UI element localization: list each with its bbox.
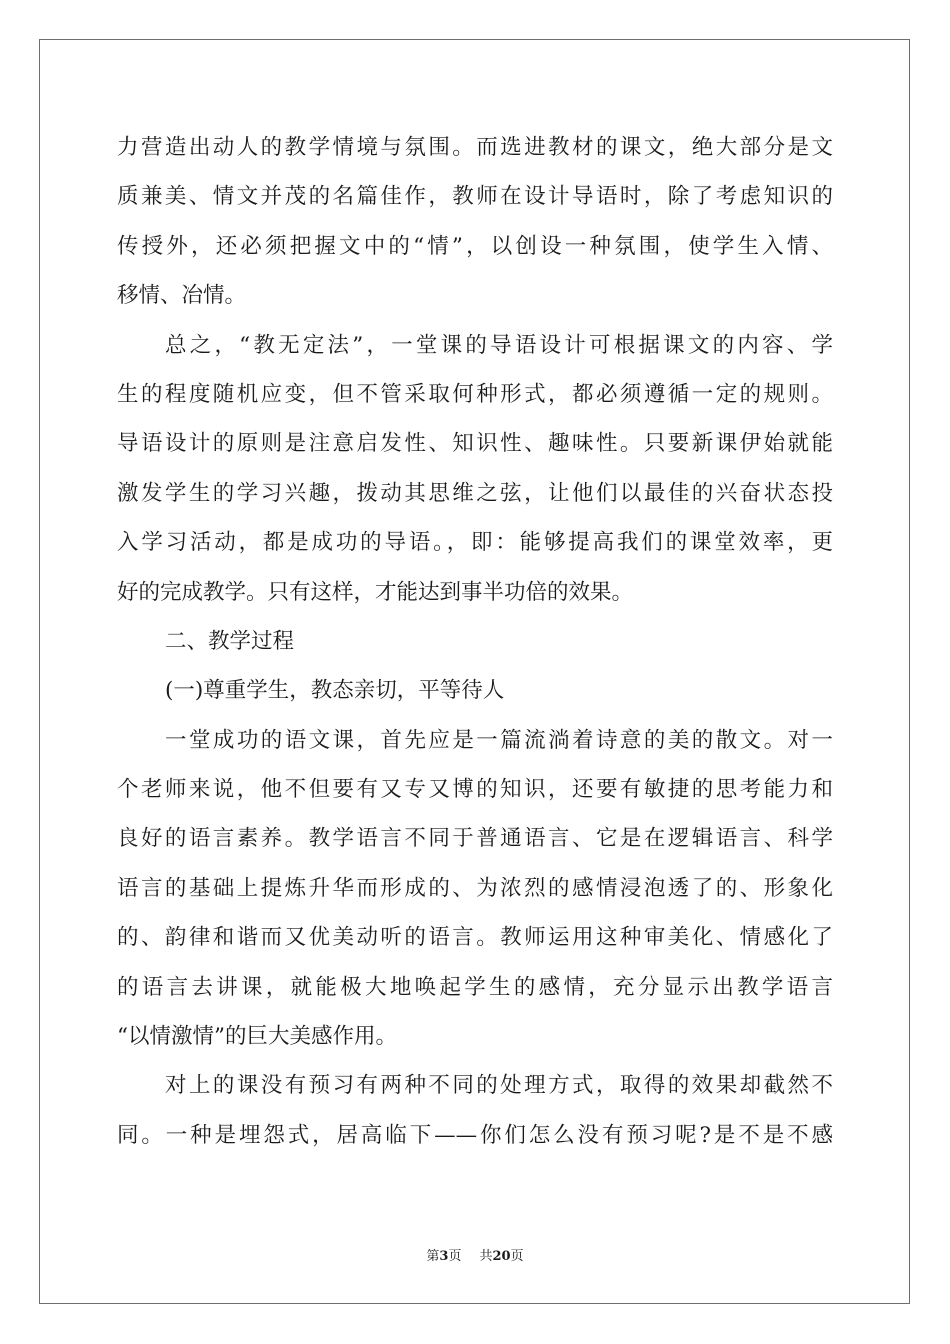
total-pages: 20 xyxy=(492,1249,511,1264)
text-line: 总之，“教无定法”，一堂课的导语设计可根据课文的内容、学 xyxy=(165,332,833,358)
text-line: 力营造出动人的教学情境与氛围。而选进教材的课文，绝大部分是文 xyxy=(117,135,833,160)
document-body xyxy=(117,123,833,1160)
page-suffix: 页 xyxy=(448,1249,462,1264)
page-prefix: 第 xyxy=(426,1249,440,1264)
text-line: 入学习活动，都是成功的导语。，即：能够提高我们的课堂效率，更 xyxy=(117,530,833,556)
text-line: 个老师来说，他不但要有又专又博的知识，还要有敏捷的思考能力和 xyxy=(117,777,833,803)
text-line: 二、教学过程 xyxy=(165,628,295,654)
text-line: 好的完成教学。只有这样，才能达到事半功倍的效果。 xyxy=(117,579,634,605)
page-number: 3 xyxy=(439,1249,449,1264)
text-line: 移情、冶情。 xyxy=(117,283,247,309)
text-line: (一)尊重学生，教态亲切，平等待人 xyxy=(165,678,505,704)
total-suffix: 页 xyxy=(510,1249,524,1264)
text-line: 同。一种是埋怨式，居高临下——你们怎么没有预习呢?是不是不感 xyxy=(117,1122,833,1148)
text-line: 激发学生的学习兴趣，拨动其思维之弦，让他们以最佳的兴奋状态投 xyxy=(117,480,833,506)
text-line: 的语言去讲课，就能极大地唤起学生的感情，充分显示出教学语言 xyxy=(117,974,833,1000)
page-footer xyxy=(0,1245,950,1264)
text-line: 质兼美、情文并茂的名篇佳作，教师在设计导语时，除了考虑知识的 xyxy=(117,184,833,210)
text-line: 生的程度随机应变，但不管采取何种形式，都必须遵循一定的规则。 xyxy=(117,381,833,407)
text-line: 语言的基础上提炼升华而形成的、为浓烈的感情浸泡透了的、形象化 xyxy=(117,875,833,901)
text-line: 导语设计的原则是注意启发性、知识性、趣味性。只要新课伊始就能 xyxy=(117,431,833,457)
total-prefix: 共 xyxy=(479,1249,493,1264)
text-line: “以情激情”的巨大美感作用。 xyxy=(117,1024,397,1050)
text-line: 的、韵律和谐而又优美动听的语言。教师运用这种审美化、情感化了 xyxy=(117,925,833,951)
text-line: 传授外，还必须把握文中的“情”，以创设一种氛围，使学生入情、 xyxy=(117,233,833,259)
text-line: 对上的课没有预习有两种不同的处理方式，取得的效果却截然不 xyxy=(165,1073,833,1099)
text-line: 一堂成功的语文课，首先应是一篇流淌着诗意的美的散文。对一 xyxy=(165,727,833,753)
text-line: 良好的语言素养。教学语言不同于普通语言、它是在逻辑语言、科学 xyxy=(117,826,833,852)
